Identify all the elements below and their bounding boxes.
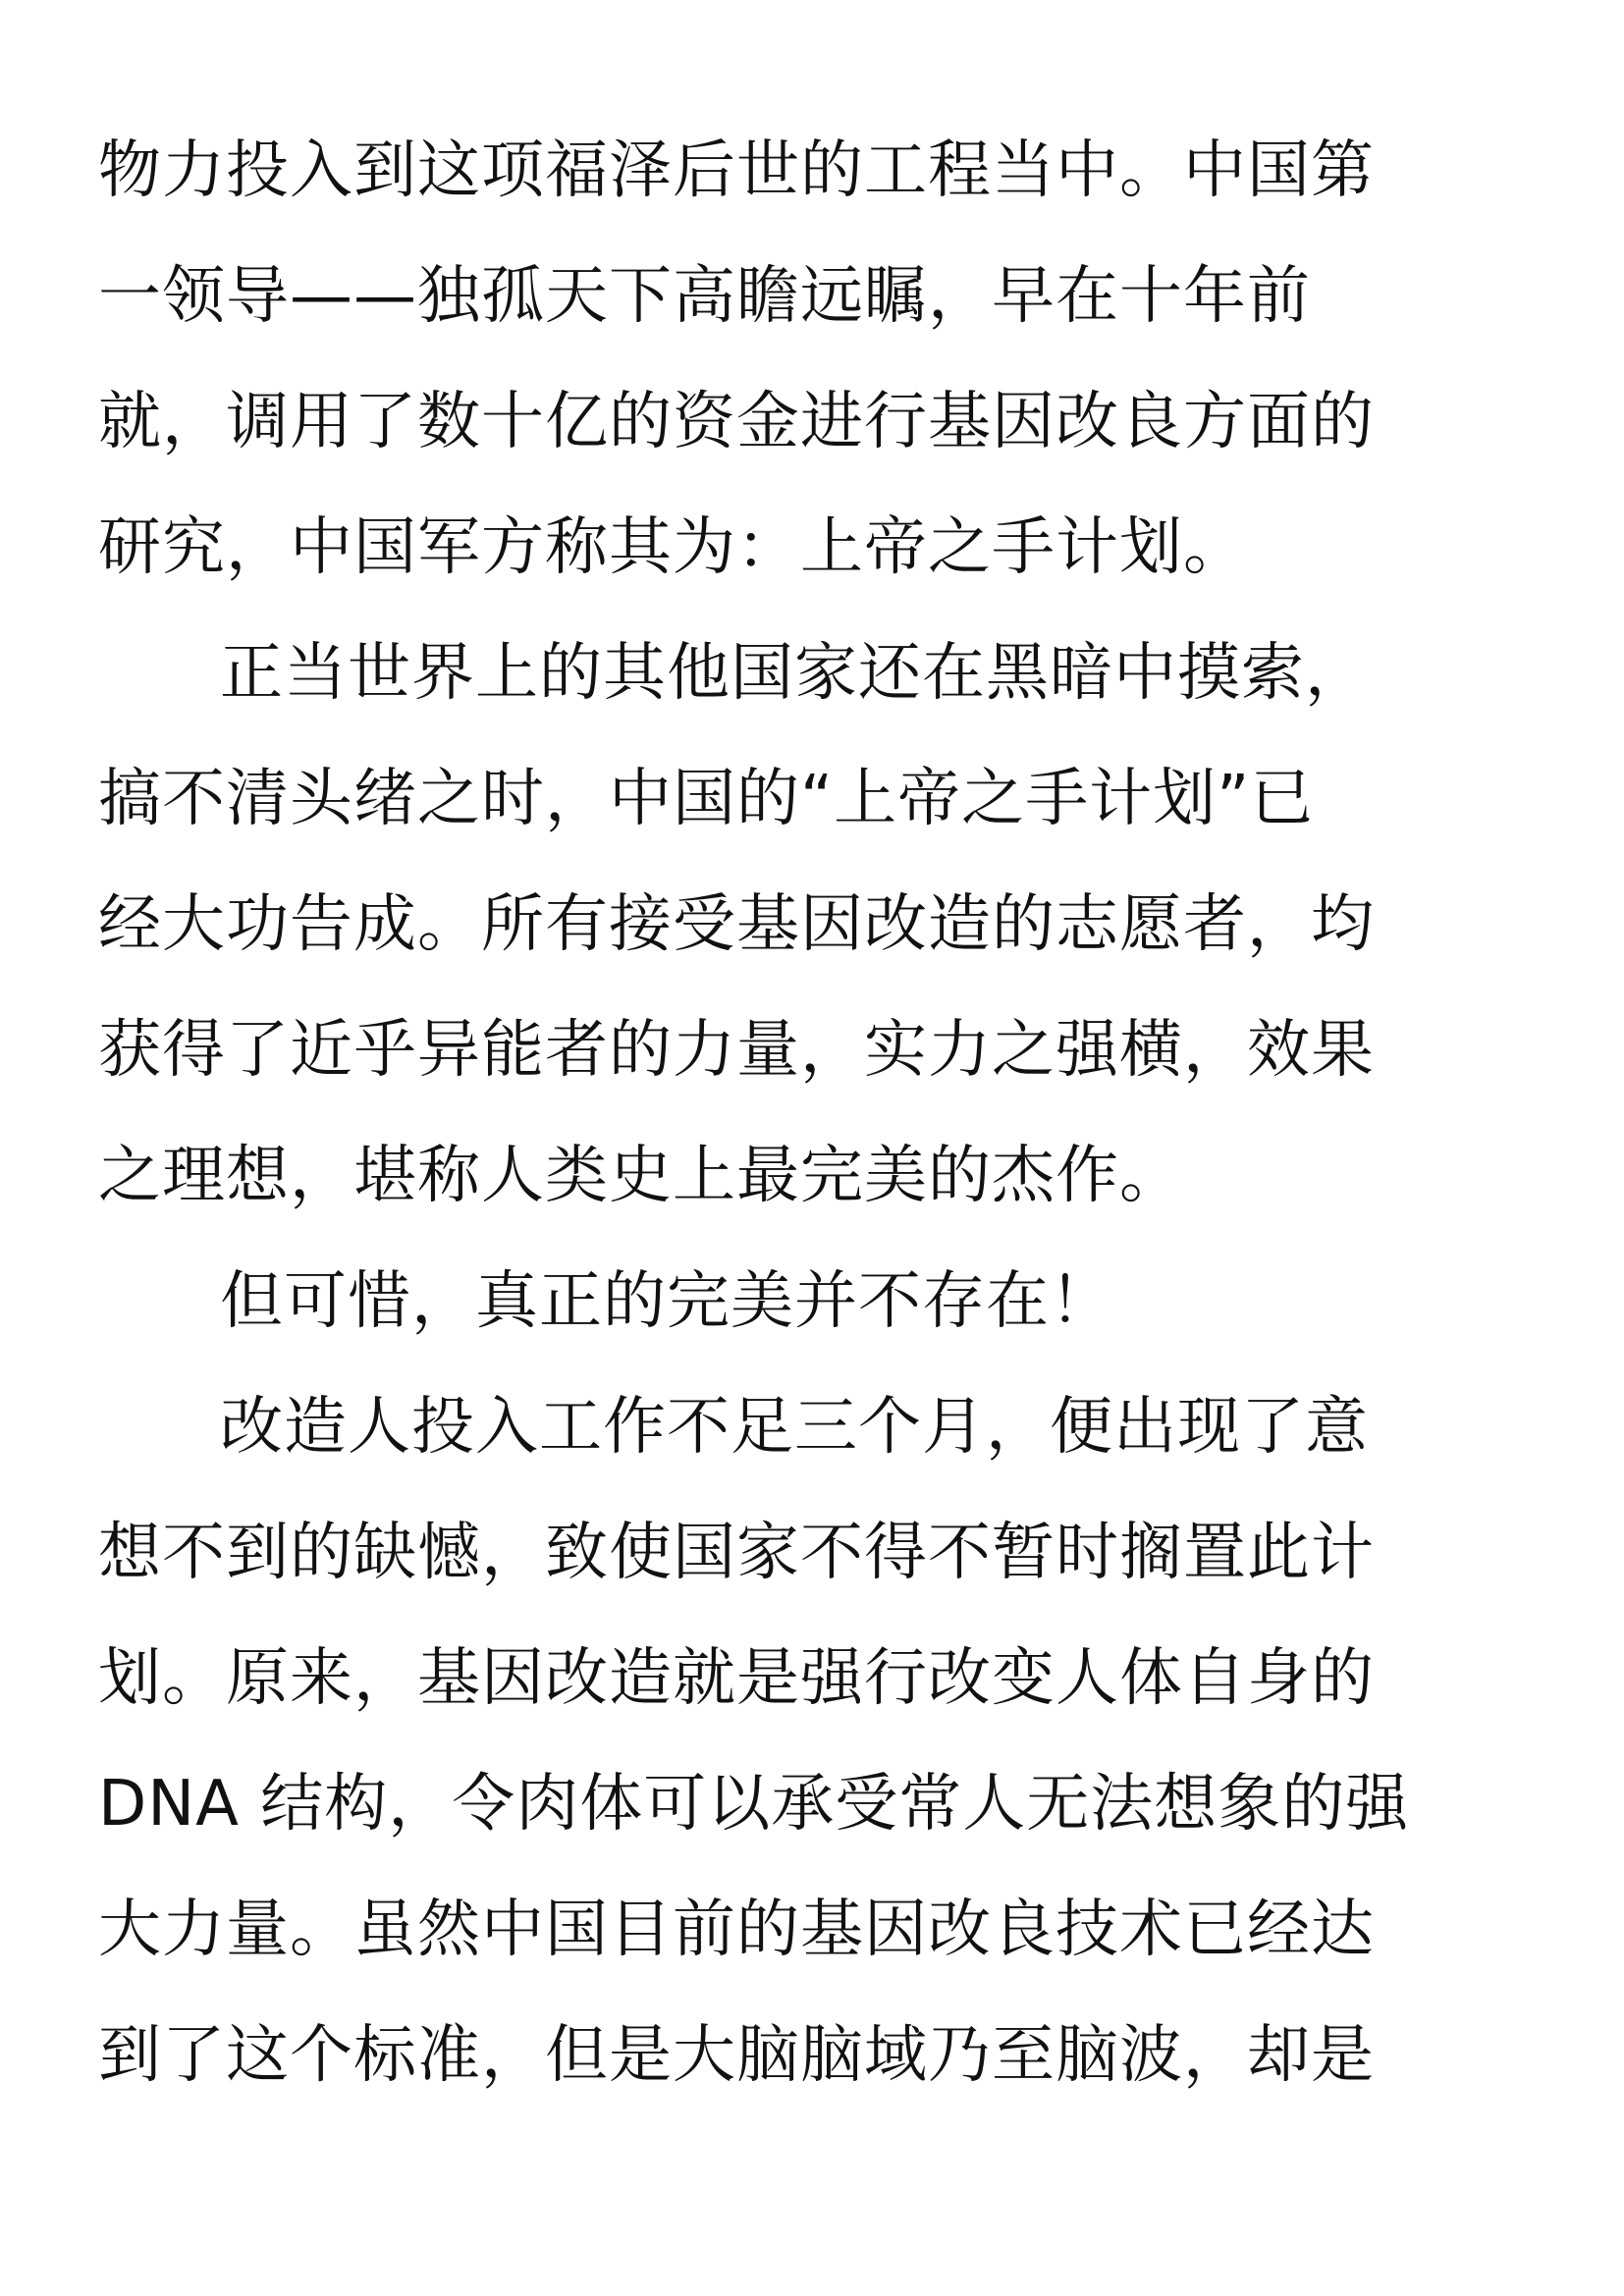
text-line: 大力量。虽然中国目前的基因改良技术已经达 bbox=[98, 1894, 1375, 1966]
text-line: 改造人投入工作不足三个月，便出现了意 bbox=[220, 1391, 1369, 1464]
text-line: 物力投入到这项福泽后世的工程当中。中国第 bbox=[98, 134, 1375, 207]
text-line: 之理想，堪称人类史上最完美的杰作。 bbox=[98, 1140, 1183, 1212]
text-line: 获得了近乎异能者的力量，实力之强横，效果 bbox=[98, 1014, 1375, 1087]
body-text bbox=[98, 108, 1532, 2118]
text-line: 到了这个标准，但是大脑脑域乃至脑波，却是 bbox=[98, 2019, 1375, 2092]
text-line: 划。原来，基因改造就是强行改变人体自身的 bbox=[98, 1642, 1375, 1715]
text-line: 想不到的缺憾，致使国家不得不暂时搁置此计 bbox=[98, 1517, 1375, 1589]
text-line: 搞不清头绪之时，中国的“上帝之手计划”已 bbox=[98, 763, 1315, 835]
text-line: 正当世界上的其他国家还在黑暗中摸索， bbox=[220, 637, 1369, 710]
text-line: 经大功告成。所有接受基因改造的志愿者，均 bbox=[98, 888, 1375, 961]
text-line: 一领导——独孤天下高瞻远瞩，早在十年前 bbox=[98, 260, 1311, 333]
text-line: 就，调用了数十亿的资金进行基因改良方面的 bbox=[98, 386, 1375, 458]
text-line: DNA 结构，令肉体可以承受常人无法想象的强 bbox=[98, 1768, 1410, 1841]
text-line: 研究，中国军方称其为：上帝之手计划。 bbox=[98, 511, 1247, 584]
text-line: 但可惜，真正的完美并不存在！ bbox=[220, 1265, 1113, 1338]
